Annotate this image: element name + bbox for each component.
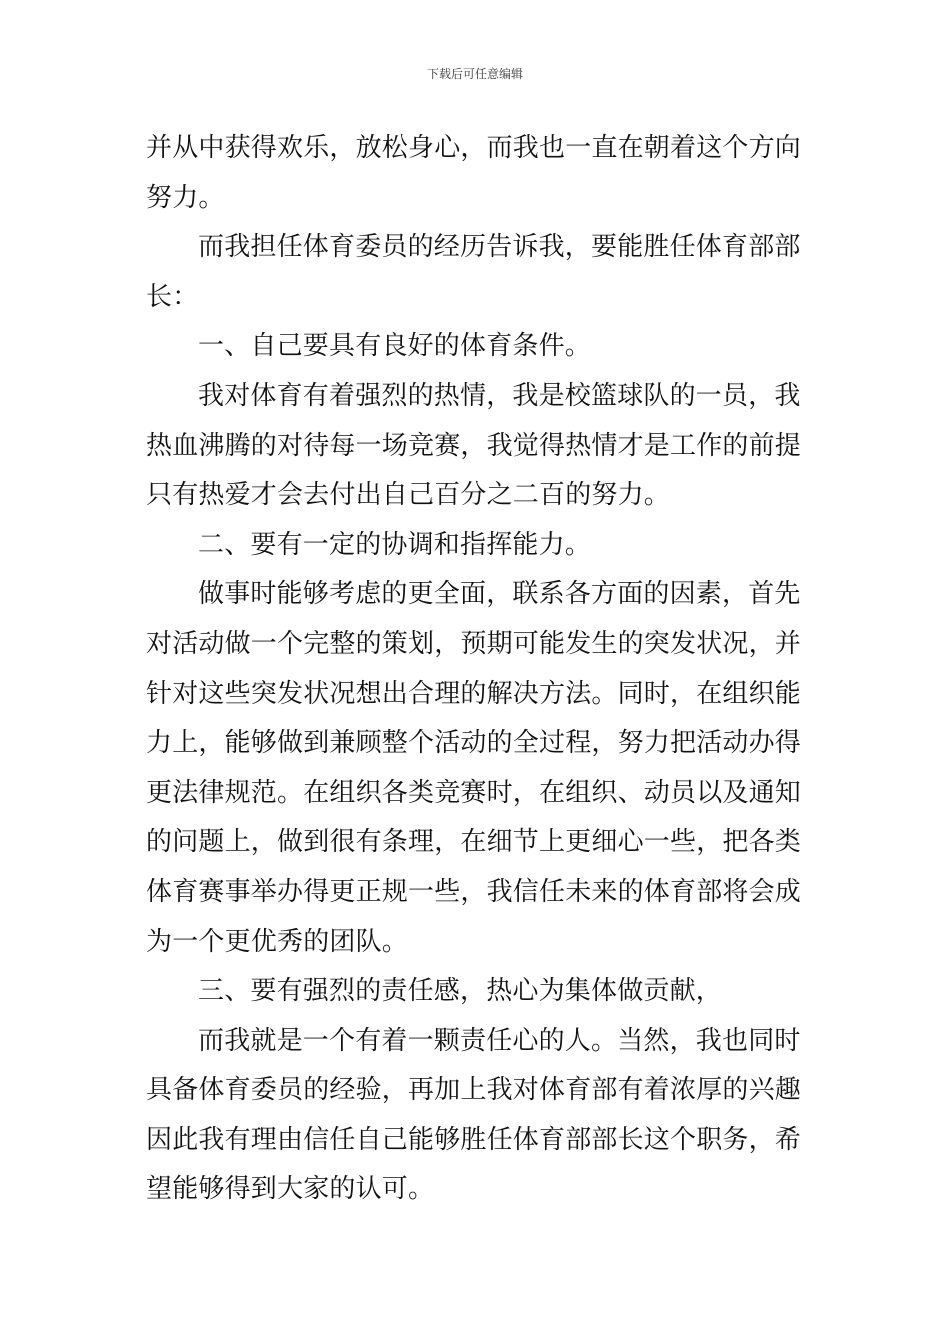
section-heading-three: 三、要有强烈的责任感，热心为集体做贡献， bbox=[198, 976, 723, 1007]
text-line: 针对这些突发状况想出合理的解决方法。同时，在组织能 bbox=[146, 678, 802, 709]
text-line: 因此我有理由信任自己能够胜任体育部部长这个职务，希 bbox=[146, 1124, 802, 1155]
document-body bbox=[146, 124, 810, 1215]
text-line: 的问题上，做到很有条理，在细节上更细心一些，把各类 bbox=[146, 827, 802, 858]
paragraph-start-line: 而我担任体育委员的经历告诉我，要能胜任体育部部 bbox=[198, 232, 801, 263]
text-line: 力上，能够做到兼顾整个活动的全过程，努力把活动办得 bbox=[146, 728, 802, 759]
text-line: 望能够得到大家的认可。 bbox=[146, 1174, 435, 1205]
text-line: 长： bbox=[146, 281, 199, 312]
paragraph-start-line: 而我就是一个有着一颗责任心的人。当然，我也同时 bbox=[198, 1025, 801, 1056]
text-line: 热血沸腾的对待每一场竞赛，我觉得热情才是工作的前提 bbox=[146, 430, 802, 461]
section-heading-two: 二、要有一定的协调和指挥能力。 bbox=[198, 529, 592, 560]
text-line: 体育赛事举办得更正规一些，我信任未来的体育部将会成 bbox=[146, 876, 802, 907]
section-heading-one: 一、自己要具有良好的体育条件。 bbox=[198, 331, 592, 362]
text-line: 具备体育委员的经验，再加上我对体育部有着浓厚的兴趣 bbox=[146, 1075, 802, 1106]
text-line: 更法律规范。在组织各类竞赛时，在组织、动员以及通知 bbox=[146, 777, 802, 808]
paragraph-start-line: 做事时能够考虑的更全面，联系各方面的因素，首先 bbox=[198, 579, 801, 610]
text-line: 为一个更优秀的团队。 bbox=[146, 926, 409, 957]
text-line: 努力。 bbox=[146, 182, 225, 213]
text-line: 对活动做一个完整的策划，预期可能发生的突发状况，并 bbox=[146, 628, 802, 659]
text-line: 只有热爱才会去付出自己百分之二百的努力。 bbox=[146, 480, 671, 511]
paragraph-start-line: 我对体育有着强烈的热情，我是校篮球队的一员，我 bbox=[198, 380, 801, 411]
page-header: 下载后可任意编辑 bbox=[426, 67, 523, 81]
text-line: 并从中获得欢乐，放松身心，而我也一直在朝着这个方向 bbox=[146, 133, 802, 163]
